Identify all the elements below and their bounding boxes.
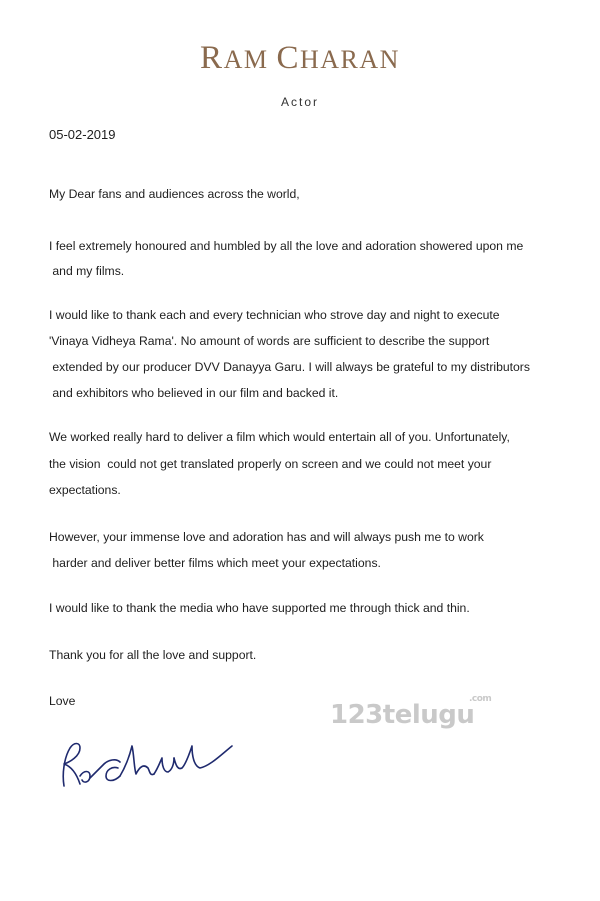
paragraph-6-line-1: Thank you for all the love and support. <box>49 648 257 662</box>
signature-icon <box>50 728 250 803</box>
paragraph-2-line-3: extended by our producer DVV Danayya Garu. I will always be grateful to my distributors <box>49 360 530 374</box>
paragraph-3-line-1: We worked really hard to deliver a film which would entertain all of you. Unfortunately, <box>49 430 510 444</box>
letter-date: 05-02-2019 <box>49 127 116 142</box>
closing: Love <box>49 694 76 708</box>
paragraph-4-line-2: harder and deliver better films which meet your expectations. <box>49 556 381 570</box>
paragraph-2-line-1: I would like to thank each and every technician who strove day and night to execute <box>49 308 500 322</box>
paragraph-1-line-1: I feel extremely honoured and humbled by all the love and adoration showered upon me <box>49 239 524 253</box>
name-initial-r: R <box>200 40 224 76</box>
letterhead-role: Actor <box>280 95 319 109</box>
name-rest-am: AM <box>223 45 277 74</box>
name-rest-haran: HARAN <box>299 45 400 74</box>
watermark-suffix: .com <box>469 694 492 704</box>
salutation: My Dear fans and audiences across the world, <box>49 187 300 201</box>
paragraph-2-line-2: 'Vinaya Vidheya Rama'. No amount of words are sufficient to describe the support <box>49 334 490 348</box>
paragraph-3-line-2: the vision could not get translated properly on screen and we could not meet your <box>49 457 492 471</box>
paragraph-1-line-2: and my films. <box>49 264 125 278</box>
paragraph-5-line-1: I would like to thank the media who have supported me through thick and thin. <box>49 601 470 615</box>
paragraph-3-line-3: expectations. <box>49 483 121 497</box>
paragraph-4-line-1: However, your immense love and adoration has and will always push me to work <box>49 530 484 544</box>
name-initial-c: C <box>276 40 300 76</box>
letterhead-name <box>0 42 600 75</box>
paragraph-2-line-4: and exhibitors who believed in our film and backed it. <box>49 386 339 400</box>
watermark-logo <box>330 694 492 730</box>
watermark-text: 123telugu <box>330 700 475 730</box>
